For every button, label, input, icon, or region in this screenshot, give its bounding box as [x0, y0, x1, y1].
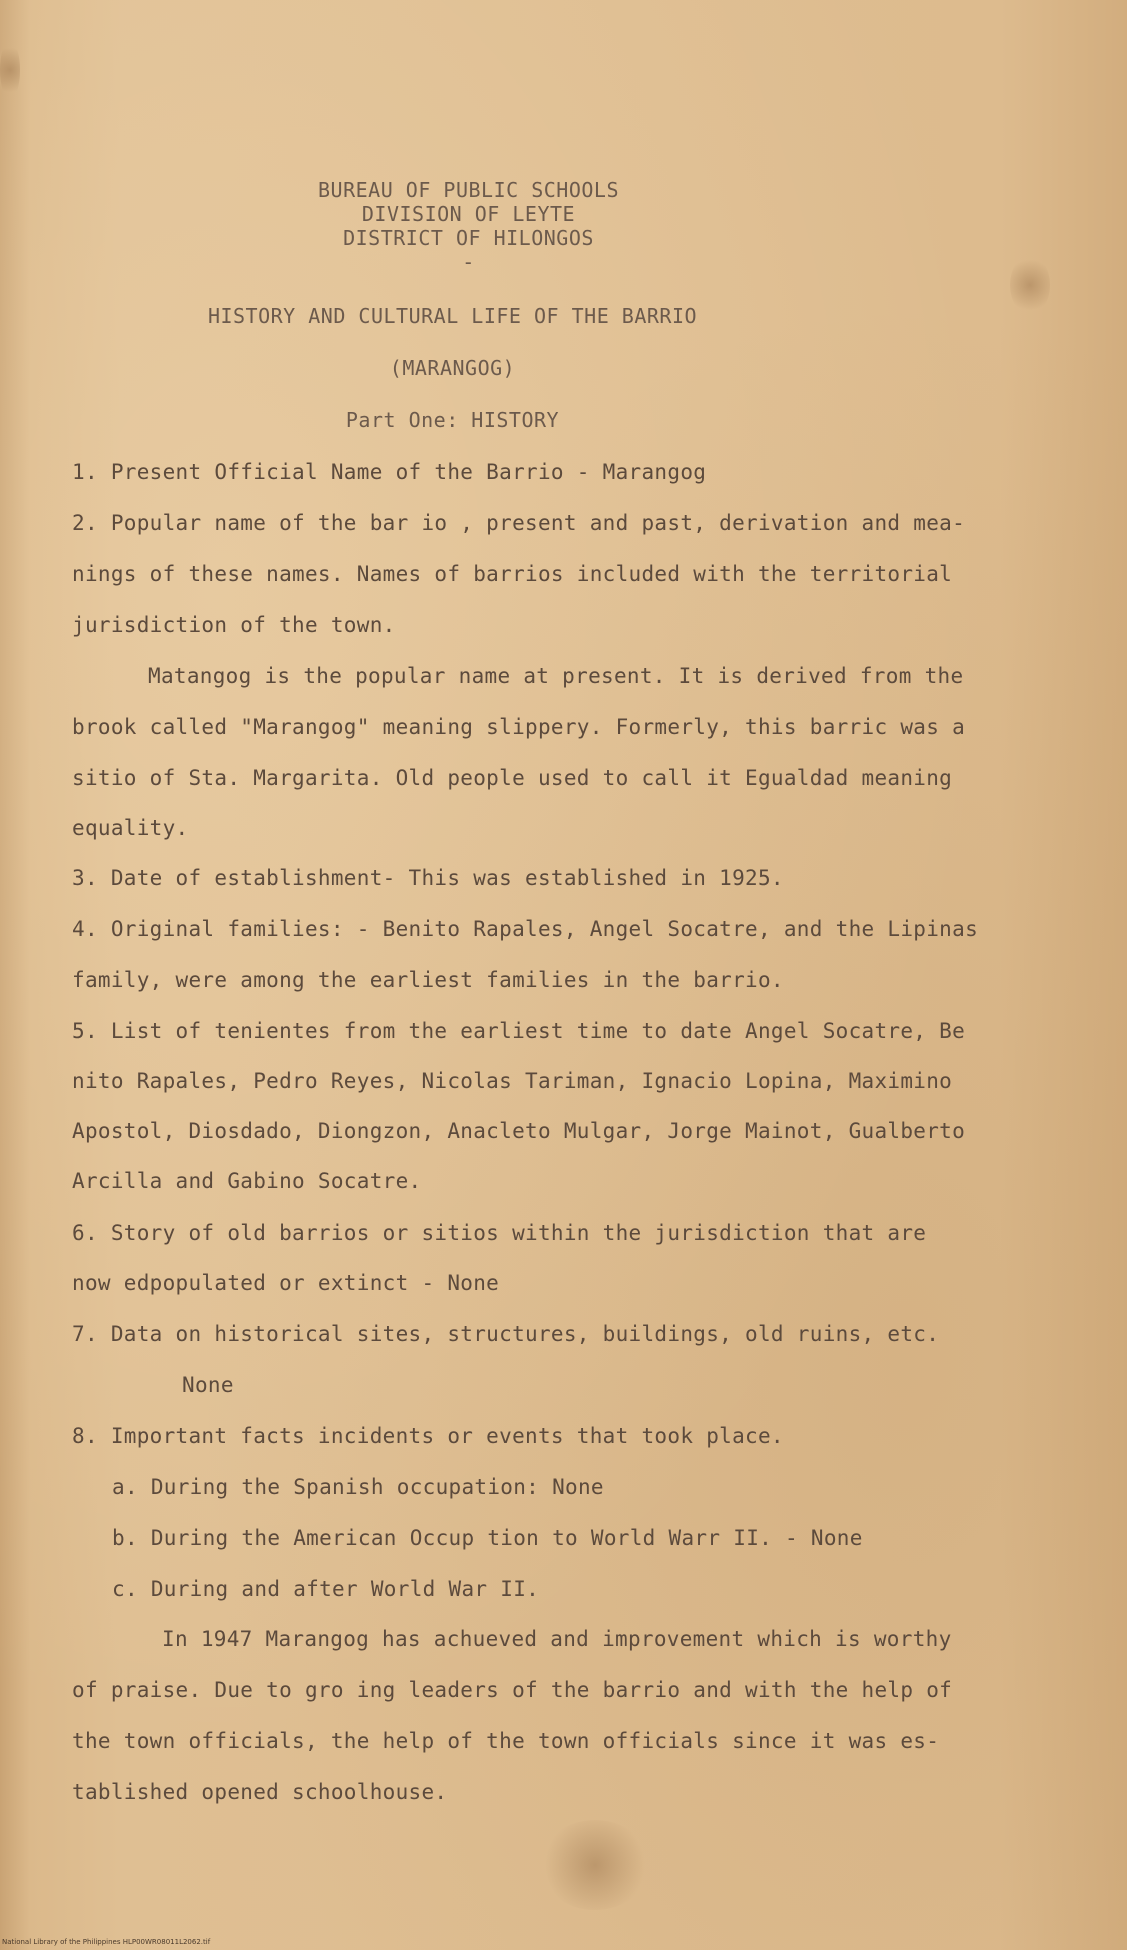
header-district: DISTRICT OF HILONGOS	[343, 226, 594, 250]
text-line: Matangog is the popular name at present. It is derived from the	[148, 664, 964, 688]
text-line: tablished opened schoolhouse.	[72, 1780, 448, 1804]
text-line: b. During the American Occup tion to World Warr II. - None	[112, 1526, 863, 1550]
text-line: equality.	[72, 816, 189, 840]
text-line: c. During and after World War II.	[112, 1577, 540, 1601]
text-line: None	[182, 1373, 234, 1397]
text-line: brook called "Marangog" meaning slippery. Formerly, this barric was a	[72, 715, 966, 739]
text-line: 4. Original families: - Benito Rapales, Angel Socatre, and the Lipinas	[72, 917, 979, 941]
part-heading: Part One: HISTORY	[345, 408, 560, 432]
archive-footer: National Library of the Philippines HLP00WR08011L2062.tif	[2, 1938, 211, 1946]
text-line: a. During the Spanish occupation: None	[112, 1475, 604, 1499]
text-line: of praise. Due to gro ing leaders of the barrio and with the help of	[72, 1678, 953, 1702]
text-line: now edpopulated or extinct - None	[72, 1271, 500, 1295]
document-subtitle: (MARANGOG)	[389, 356, 516, 380]
text-line: 2. Popular name of the bar io , present and past, derivation and mea-	[72, 511, 966, 535]
text-line: family, were among the earliest families in the barrio.	[72, 968, 784, 992]
text-line: nito Rapales, Pedro Reyes, Nicolas Tariman, Ignacio Lopina, Maximino	[72, 1069, 953, 1093]
stain-mark	[0, 40, 20, 100]
text-line: the town officials, the help of the town officials since it was es-	[72, 1729, 940, 1753]
text-line: 5. List of tenientes from the earliest time to date Angel Socatre, Be	[72, 1019, 966, 1043]
text-line: 6. Story of old barrios or sitios within the jurisdiction that are	[72, 1221, 927, 1245]
stain-mark	[540, 1820, 650, 1910]
document-title: HISTORY AND CULTURAL LIFE OF THE BARRIO	[207, 304, 698, 328]
text-line: In 1947 Marangog has achueved and improvement which is worthy	[162, 1627, 952, 1651]
text-line: nings of these names. Names of barrios included with the territorial	[72, 562, 953, 586]
text-line: 1. Present Official Name of the Barrio - Marangog	[72, 460, 707, 484]
header-dash: -	[462, 250, 475, 274]
text-line: 3. Date of establishment- This was established in 1925.	[72, 866, 784, 890]
text-line: Arcilla and Gabino Socatre.	[72, 1169, 422, 1193]
text-line: jurisdiction of the town.	[72, 613, 396, 637]
text-line: 8. Important facts incidents or events that took place.	[72, 1424, 784, 1448]
header-bureau: BUREAU OF PUBLIC SCHOOLS	[318, 178, 619, 202]
text-line: Apostol, Diosdado, Diongzon, Anacleto Mulgar, Jorge Mainot, Gualberto	[72, 1119, 966, 1143]
text-line: sitio of Sta. Margarita. Old people used to call it Egualdad meaning	[72, 766, 953, 790]
header-division: DIVISION OF LEYTE	[361, 202, 576, 226]
text-line: 7. Data on historical sites, structures, buildings, old ruins, etc.	[72, 1322, 940, 1346]
